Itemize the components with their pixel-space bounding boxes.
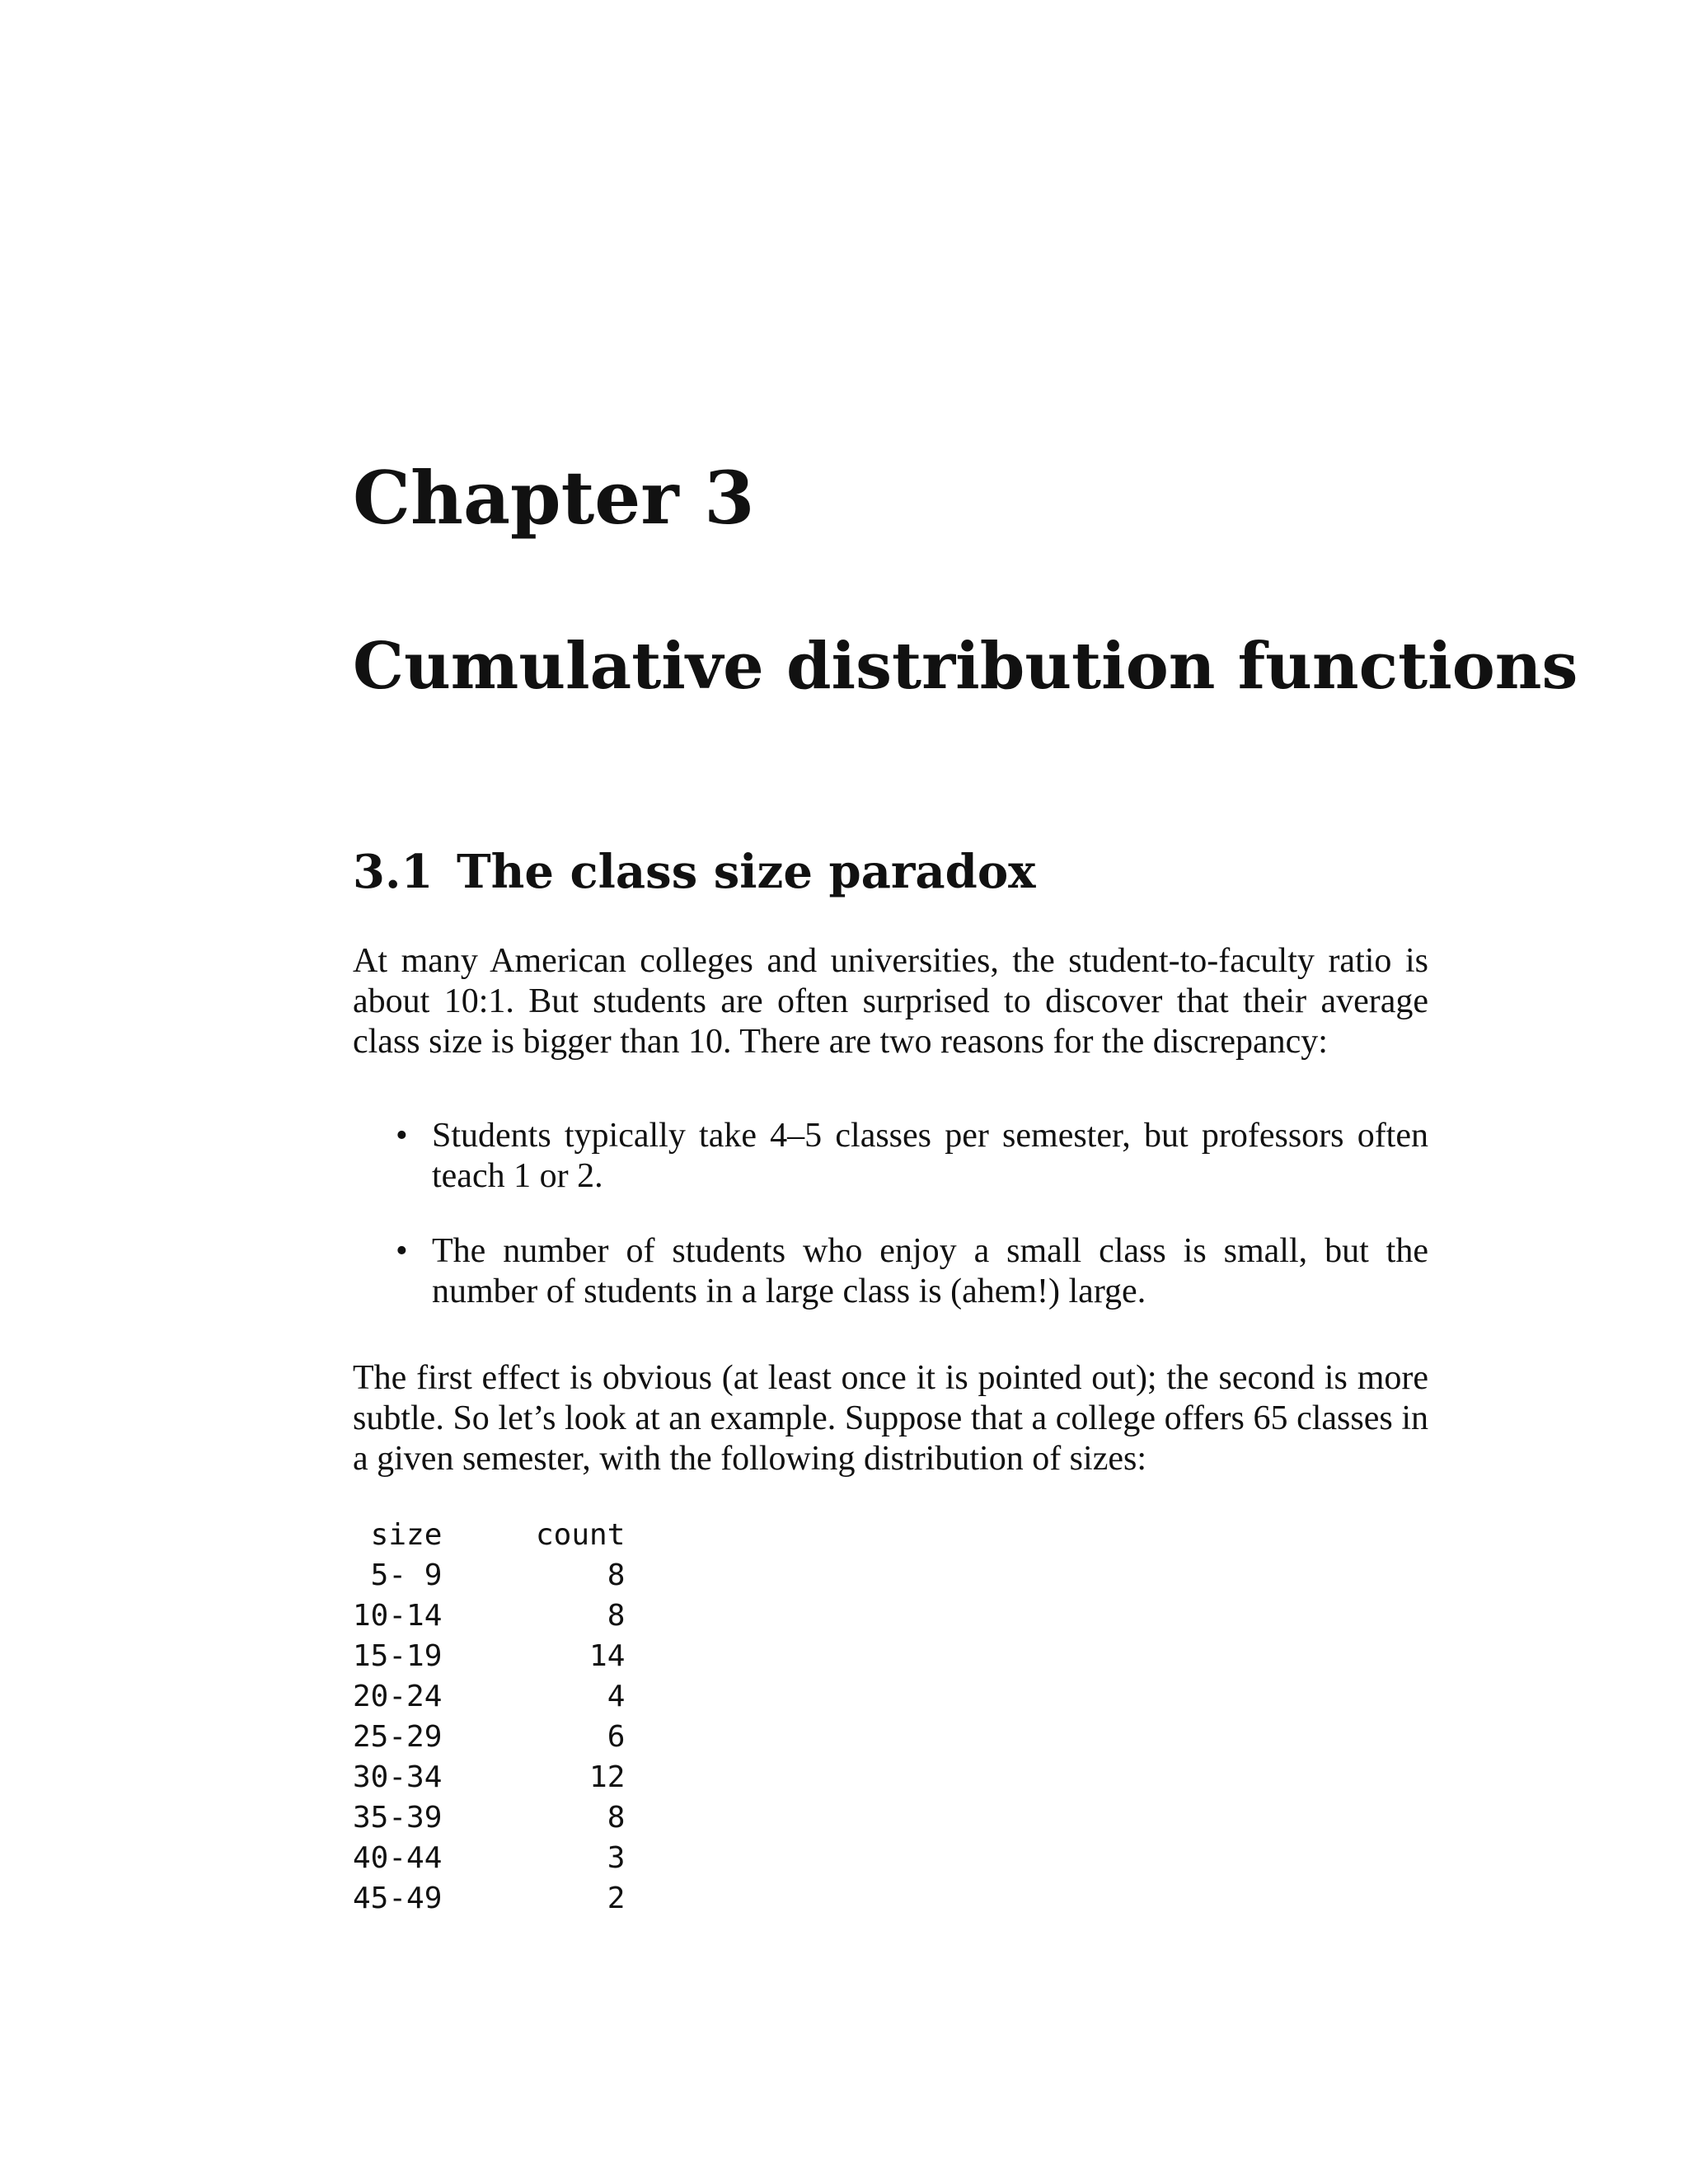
- size-cell: 5- 9: [370, 1558, 443, 1592]
- section-number: 3.1: [353, 845, 434, 899]
- count-cell: 8: [607, 1599, 626, 1633]
- bullet-icon: •: [396, 1117, 408, 1155]
- table-row: [353, 1757, 625, 1797]
- size-cell: 40-44: [353, 1841, 443, 1875]
- table-row: [353, 1838, 625, 1878]
- table-row: [353, 1636, 625, 1676]
- count-cell: 12: [589, 1760, 626, 1794]
- size-column-header: size: [370, 1518, 443, 1552]
- table-row: [353, 1676, 625, 1717]
- count-cell: 14: [589, 1639, 626, 1673]
- size-cell: 45-49: [353, 1882, 443, 1915]
- list-item-text: The number of students who enjoy a small class is small, but the number of students in a large class is (ahem!) large.: [432, 1232, 1428, 1310]
- bullet-icon: •: [396, 1232, 408, 1270]
- section-heading: [353, 845, 1036, 899]
- example-paragraph: The first effect is obvious (at least once it is pointed out); the second is more subtle. So let’s look at an example. Suppose that a college offers 65 classes in a given semester, with the following distribution of sizes:: [353, 1359, 1428, 1478]
- table-row: [353, 1596, 625, 1636]
- count-cell: 8: [607, 1801, 626, 1835]
- size-cell: 15-19: [353, 1639, 443, 1673]
- size-cell: 35-39: [353, 1801, 443, 1835]
- list-item: [353, 1231, 1428, 1312]
- table-header-row: [353, 1515, 625, 1555]
- count-cell: 8: [607, 1558, 626, 1592]
- table-row: [353, 1797, 625, 1838]
- list-item-text: Students typically take 4–5 classes per semester, but professors often teach 1 or 2.: [432, 1117, 1428, 1195]
- size-cell: 10-14: [353, 1599, 443, 1633]
- chapter-title: Cumulative distribution functions: [353, 629, 1578, 704]
- count-cell: 2: [607, 1882, 626, 1915]
- section-title: The class size paradox: [457, 845, 1036, 899]
- count-cell: 3: [607, 1841, 626, 1875]
- table-row: [353, 1717, 625, 1757]
- chapter-label: Chapter 3: [353, 455, 755, 541]
- reasons-list: [353, 1116, 1428, 1312]
- count-column-header: count: [536, 1518, 626, 1552]
- intro-paragraph: At many American colleges and universities, the student-to-faculty ratio is about 10:1. But students are often surprised to discover that their average class size is bigger than 10. There are two reasons for the discrepancy:: [353, 942, 1428, 1061]
- count-cell: 4: [607, 1680, 626, 1713]
- size-cell: 25-29: [353, 1720, 443, 1754]
- size-cell: 30-34: [353, 1760, 443, 1794]
- count-cell: 6: [607, 1720, 626, 1754]
- list-item: [353, 1116, 1428, 1197]
- table-row: [353, 1878, 625, 1919]
- table-row: [353, 1555, 625, 1596]
- size-cell: 20-24: [353, 1680, 443, 1713]
- class-size-table: [353, 1515, 625, 1919]
